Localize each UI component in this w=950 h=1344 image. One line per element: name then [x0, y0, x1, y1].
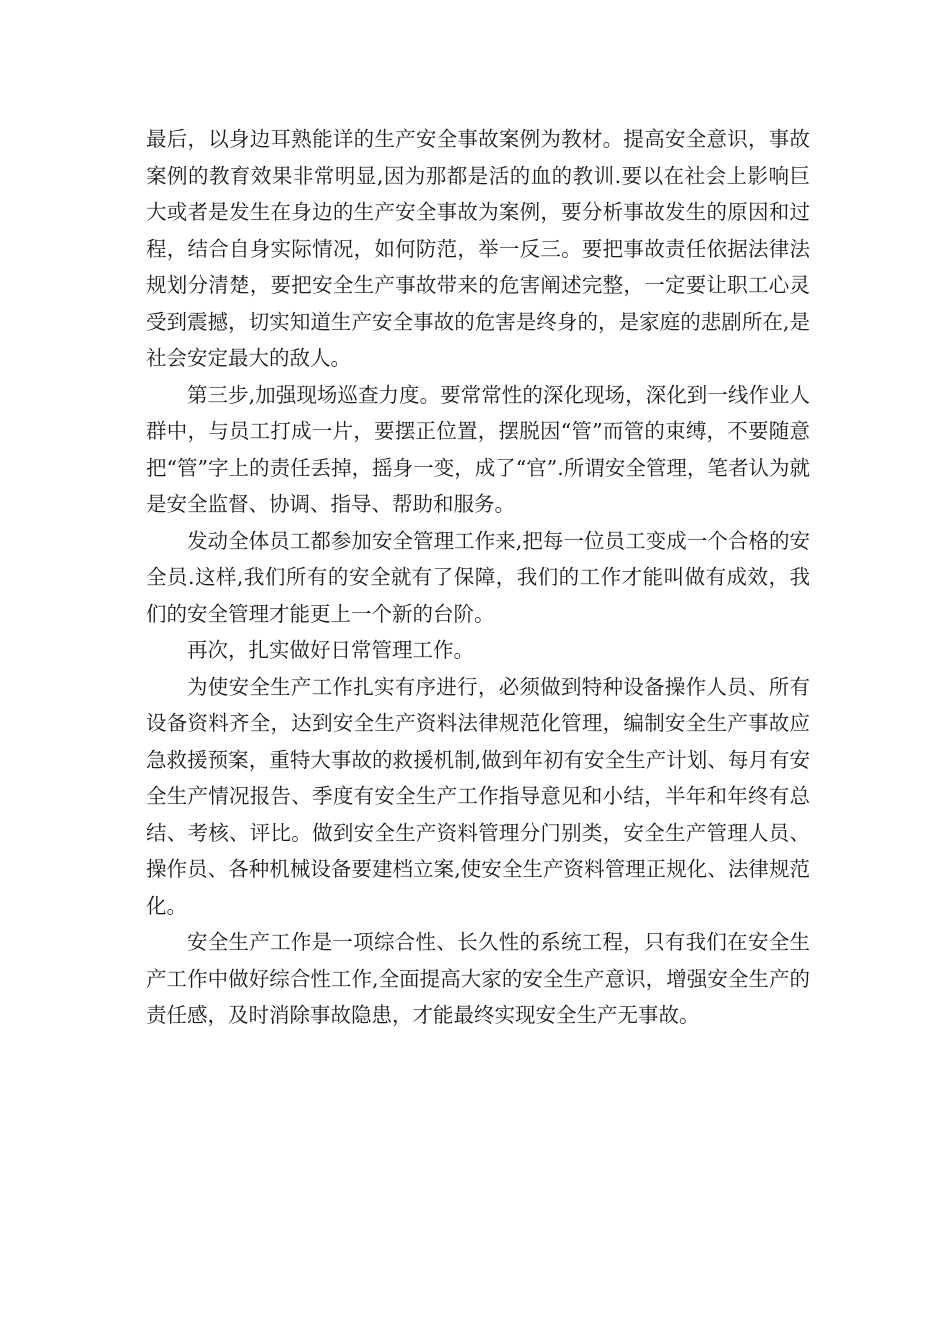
paragraph-mobilize-all-staff: 发动全体员工都参加安全管理工作来,把每一位员工变成一个合格的安全员.这样,我们所有的安全就有了保障，我们的工作才能叫做有成效，我们的安全管理才能更上一个新的台阶。	[146, 528, 810, 626]
paragraph-case-study-education: 最后，以身边耳熟能详的生产安全事故案例为教材。提高安全意识，事故案例的教育效果非常明显,因为那都是活的血的教训.要以在社会上影响巨大或者是发生在身边的生产安全事故为案例，要分析事故发生的原因和过程，结合自身实际情况，如何防范，举一反三。要把事故责任依据法律法规划分清楚，要把安全生产事故带来的危害阐述完整，一定要让职工心灵受到震撼，切实知道生产安全事故的危害是终身的，是家庭的悲剧所在,是社会安定最大的敌人。	[146, 127, 810, 370]
paragraph-daily-management-heading: 再次，扎实做好日常管理工作。	[187, 638, 474, 662]
paragraph-conclusion: 安全生产工作是一项综合性、长久性的系统工程，只有我们在安全生产工作中做好综合性工作,全面提高大家的安全生产意识，增强安全生产的责任感，及时消除事故隐患，才能最终实现安全生产无事故。	[146, 930, 810, 1027]
paragraph-documentation-requirements: 为使安全生产工作扎实有序进行，必须做到特种设备操作人员、所有设备资料齐全，达到安全生产资料法律规范化管理，编制安全生产事故应急救援预案，重特大事故的救援机制,做到年初有安全生产计划、每月有安全生产情况报告、季度有安全生产工作指导意见和小结，半年和年终有总结、考核、评比。做到安全生产资料管理分门别类，安全生产管理人员、操作员、各种机械设备要建档立案,使安全生产资料管理正规化、法律规范化。	[146, 674, 810, 918]
paragraph-step-three-site-inspection: 第三步,加强现场巡查力度。要常常性的深化现场，深化到一线作业人群中，与员工打成一片，要摆正位置，摆脱因“管”而管的束缚，不要随意把“管”字上的责任丢掉，摇身一变，成了“官”.所谓安全管理，笔者认为就是安全监督、协调、指导、帮助和服务。	[146, 382, 810, 516]
document-body	[146, 121, 810, 1034]
